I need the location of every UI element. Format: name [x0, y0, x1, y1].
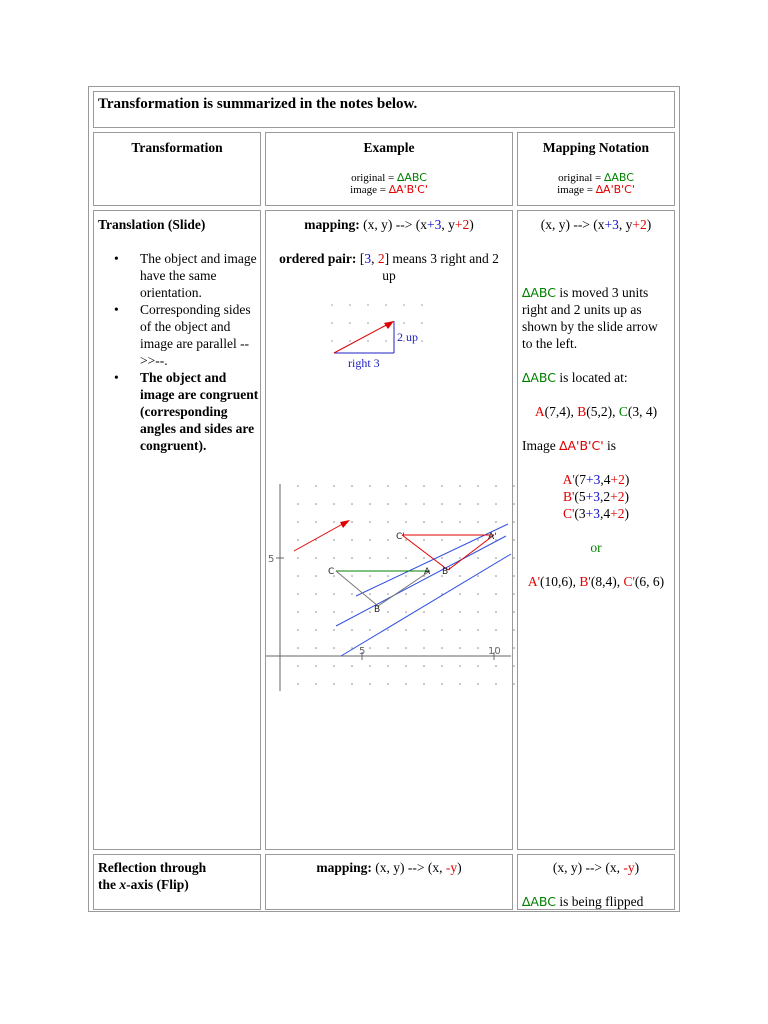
- triangle-side-ba: [378, 571, 430, 606]
- y-tick-5: 5: [268, 554, 275, 565]
- reflection-description: [93, 854, 261, 910]
- point-a-prime-label: A': [488, 532, 497, 542]
- translation-example: [265, 210, 513, 850]
- calc-a-prime: A'(7+3,4+2): [562, 472, 630, 487]
- header-transformation-label: Transformation: [131, 140, 223, 155]
- arrow-right-label: right 3: [348, 356, 380, 370]
- arrow-up-label: 2 up: [397, 330, 418, 344]
- reflection-notation: [517, 854, 675, 910]
- x-tick-10: 10: [488, 646, 501, 657]
- point-b-prime-label: B': [442, 567, 451, 577]
- header-example-label: Example: [363, 140, 415, 155]
- image-calculations: [518, 471, 674, 522]
- reflection-example: [265, 854, 513, 910]
- header-notation-legend: original = ∆ABC image = ∆A'B'C': [557, 171, 635, 196]
- translation-title: Translation (Slide): [98, 217, 206, 232]
- header-mapping-notation: [517, 132, 675, 206]
- translation-notation: [517, 210, 675, 850]
- notation-description: ∆ABC is moved 3 units right and 2 units up as shown by the slide arrow to the left.: [522, 285, 658, 351]
- header-mapping-notation-label: Mapping Notation: [542, 140, 650, 155]
- final-coordinates: A'(10,6), B'(8,4), C'(6, 6): [527, 574, 665, 589]
- point-a-label: A: [424, 567, 431, 577]
- bullet-parallel: • Corresponding sides of the object and image are parallel -->>--.: [114, 302, 251, 368]
- reflection-rule: (x, y) --> (x, -y): [552, 860, 640, 875]
- slide-vector-arrow: [334, 322, 392, 353]
- translation-mapping: mapping: (x, y) --> (x+3, y+2): [304, 217, 474, 232]
- x-tick-5: 5: [359, 646, 366, 657]
- table-title: Transformation is summarized in the notes below.: [93, 91, 675, 128]
- notes-table: [88, 86, 680, 912]
- calc-c-prime: C'(3+3,4+2): [562, 506, 630, 521]
- calc-b-prime: B'(5+3,2+2): [562, 489, 630, 504]
- graph-slide-arrow: [294, 521, 348, 551]
- reflection-mapping: mapping: (x, y) --> (x, -y): [316, 860, 462, 875]
- notation-rule: (x, y) --> (x+3, y+2): [540, 217, 652, 232]
- bullet-orientation: • The object and image have the same orientation.: [114, 251, 257, 300]
- reflection-description-text: ∆ABC is being flipped: [522, 894, 644, 909]
- slide-arrow-figure: [326, 301, 456, 381]
- reflection-title: Reflection through the x-axis (Flip): [98, 860, 207, 892]
- point-b-label: B: [374, 605, 381, 615]
- translation-bullets: [94, 250, 260, 454]
- translation-ordered-pair: ordered pair: [3, 2] means 3 right and 2 up: [279, 251, 499, 283]
- or-word: or: [590, 540, 602, 555]
- header-example-legend: original = ∆ABC image = ∆A'B'C': [350, 171, 428, 196]
- translation-graph: [176, 476, 516, 696]
- notation-located: ∆ABC is located at:: [522, 370, 628, 385]
- header-example: [265, 132, 513, 206]
- point-c-prime-label: C': [396, 532, 405, 542]
- image-side-cb: [402, 535, 448, 570]
- point-c-label: C: [328, 567, 335, 577]
- original-coordinates: A(7,4), B(5,2), C(3, 4): [534, 404, 658, 419]
- grid-dots: [297, 485, 516, 685]
- header-transformation: [93, 132, 261, 206]
- bullet-congruent: • The object and image are congruent (corresponding angles and sides are congruent).: [114, 370, 259, 453]
- image-heading: Image ∆A'B'C' is: [522, 438, 617, 453]
